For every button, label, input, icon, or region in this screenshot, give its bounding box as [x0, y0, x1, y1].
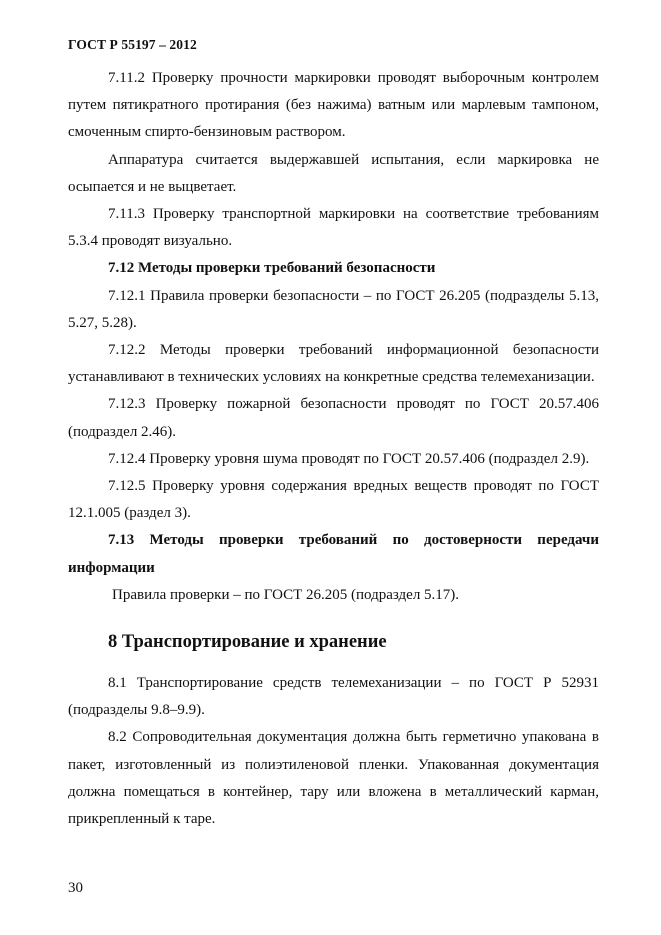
- page-number: 30: [68, 880, 83, 896]
- paragraph-7-11-3: 7.11.3 Проверку транспортной маркировки на соответствие требованиям 5.3.4 проводят визуально.: [68, 206, 599, 250]
- standard-header: ГОСТ Р 55197 – 2012: [68, 37, 197, 52]
- paragraph-7-12-4: 7.12.4 Проверку уровня шума проводят по ГОСТ 20.57.406 (подраздел 2.9).: [108, 450, 590, 467]
- page-body: [68, 65, 599, 833]
- paragraph-7-12-5: 7.12.5 Проверку уровня содержания вредных веществ проводят по ГОСТ 12.1.005 (раздел 3).: [68, 478, 599, 522]
- paragraph-apparatus: Аппаратура считается выдержавшей испытания, если маркировка не осыпается и не выцветает.: [68, 151, 599, 195]
- paragraph-8-1: 8.1 Транспортирование средств телемеханизации – по ГОСТ Р 52931 (подразделы 9.8–9.9).: [68, 675, 599, 719]
- heading-7-12: 7.12 Методы проверки требований безопасности: [108, 260, 436, 277]
- paragraph-7-12-3: 7.12.3 Проверку пожарной безопасности проводят по ГОСТ 20.57.406 (подраздел 2.46).: [68, 396, 599, 440]
- paragraph-7-12-1: 7.12.1 Правила проверки безопасности – по ГОСТ 26.205 (подразделы 5.13, 5.27, 5.28).: [68, 287, 599, 331]
- paragraph-7-12-2: 7.12.2 Методы проверки требований информационной безопасности устанавливают в технических условиях на конкретные средства телемеханизации.: [68, 342, 599, 386]
- heading-7-13: 7.13 Методы проверки требований по достоверности передачи информации: [68, 532, 599, 576]
- paragraph-7-13-rules: Правила проверки – по ГОСТ 26.205 (подраздел 5.17).: [112, 586, 460, 603]
- paragraph-8-2: 8.2 Сопроводительная документация должна быть герметично упакована в пакет, изготовленный из полиэтиленовой пленки. Упакованная документация должна помещаться в контейнер, тару или вложена в металлический карман, прикрепленный к таре.: [68, 729, 599, 828]
- section-heading-8: 8 Транспортирование и хранение: [108, 632, 387, 653]
- paragraph-7-11-2: 7.11.2 Проверку прочности маркировки проводят выборочным контролем путем пятикратного протирания (без нажима) ватным или марлевым тампоном, смоченным спирто-бензиновым раствором.: [68, 70, 599, 141]
